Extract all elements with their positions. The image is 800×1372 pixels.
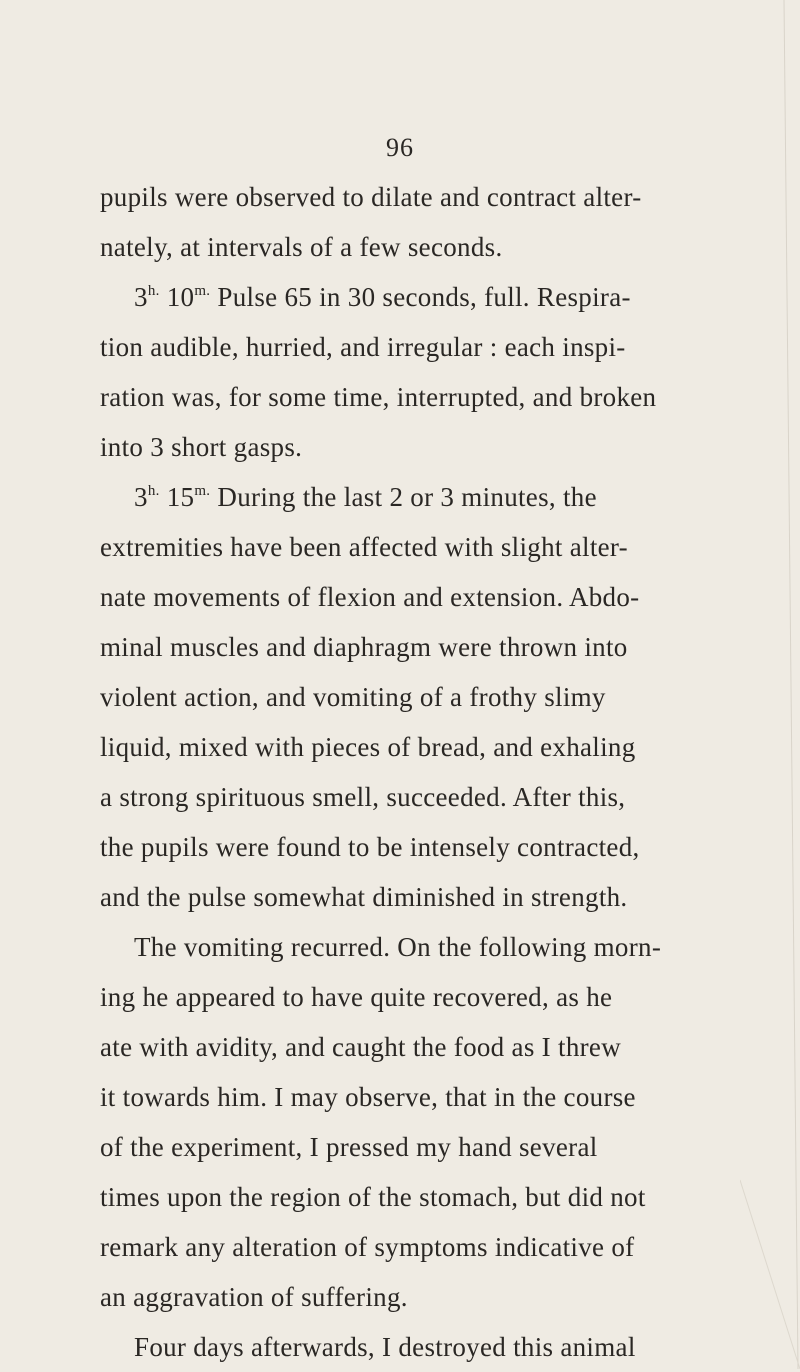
text-line: The vomiting recurred. On the following morn- (134, 932, 662, 962)
text-line: into 3 short gasps. (100, 432, 303, 462)
page-crease (740, 0, 800, 1369)
text-line: nately, at intervals of a few seconds. (100, 232, 503, 262)
text-line: extremities have been affected with slight alter- (100, 532, 628, 562)
text-line: ate with avidity, and caught the food as I threw (100, 1032, 621, 1062)
time-minute: 10 (166, 282, 195, 312)
text-line: of the experiment, I pressed my hand several (100, 1132, 598, 1162)
text-line: an aggravation of suffering. (100, 1282, 408, 1312)
text-line: a strong spirituous smell, succeeded. After this, (100, 782, 626, 812)
text-line: Four days afterwards, I destroyed this animal (134, 1332, 636, 1362)
text-line: ration was, for some time, interrupted, and broken (100, 382, 657, 412)
time-hour: 3 (134, 482, 148, 512)
time-hour-unit: h. (147, 283, 160, 299)
text-line: times upon the region of the stomach, but did not (100, 1182, 646, 1212)
text-line-content: Pulse 65 in 30 seconds, full. Respira- (210, 282, 631, 312)
text-line: the pupils were found to be intensely contracted, (100, 832, 640, 862)
text-line-content: During the last 2 or 3 minutes, the (210, 482, 597, 512)
text-line: ing he appeared to have quite recovered, as he (100, 982, 613, 1012)
text-line: and the pulse somewhat diminished in strength. (100, 882, 628, 912)
text-line: liquid, mixed with pieces of bread, and exhaling (100, 732, 636, 762)
text-line: violent action, and vomiting of a frothy slimy (100, 682, 606, 712)
text-line: minal muscles and diaphragm were thrown into (100, 632, 628, 662)
text-line-time-entry (100, 472, 720, 522)
text-line: remark any alteration of symptoms indicative of (100, 1232, 635, 1262)
text-line: it towards him. I may observe, that in the course (100, 1082, 636, 1112)
time-hour-unit: h. (147, 483, 160, 499)
text-line-time-entry (100, 272, 720, 322)
body-text (100, 172, 720, 1372)
text-line: nate movements of flexion and extension. Abdo- (100, 582, 640, 612)
time-minute-unit: m. (194, 483, 211, 499)
time-minute: 15 (166, 482, 195, 512)
page-number: 96 (386, 133, 414, 162)
text-line: pupils were observed to dilate and contract alter- (100, 182, 642, 212)
time-hour: 3 (134, 282, 148, 312)
text-line: tion audible, hurried, and irregular : each inspi- (100, 332, 626, 362)
time-minute-unit: m. (194, 283, 211, 299)
